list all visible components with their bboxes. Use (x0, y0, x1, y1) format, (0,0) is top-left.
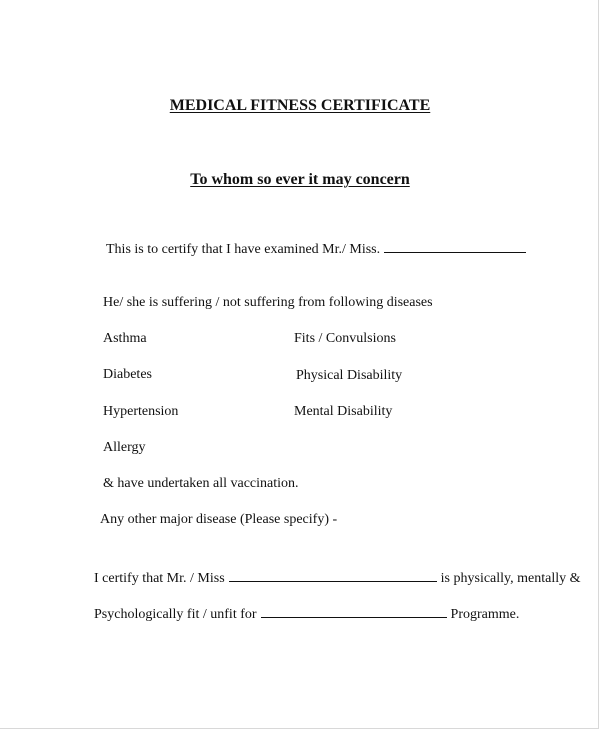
certificate-title-text: MEDICAL FITNESS CERTIFICATE (169, 97, 431, 114)
certify-line (94, 569, 581, 587)
certify-name-blank (229, 569, 437, 582)
disease-physical-disability: Physical Disability (296, 368, 403, 383)
disease-fits-convulsions: Fits / Convulsions (294, 331, 396, 346)
certify-suffix: is physically, mentally & (440, 571, 581, 586)
diseases-intro: He/ she is suffering / not suffering from following diseases (103, 295, 433, 310)
disease-diabetes: Diabetes (103, 367, 152, 382)
certificate-title (0, 96, 600, 116)
programme-blank (261, 605, 447, 618)
disease-asthma: Asthma (103, 331, 147, 346)
disease-hypertension: Hypertension (103, 404, 179, 419)
fit-prefix: Psychologically fit / unfit for (94, 607, 257, 622)
patient-name-blank (384, 240, 526, 253)
fitness-line (94, 605, 519, 623)
examined-line (106, 240, 526, 258)
other-disease-line: Any other major disease (Please specify) - (100, 512, 338, 527)
disease-mental-disability: Mental Disability (294, 404, 393, 419)
disease-allergy: Allergy (103, 440, 146, 455)
examined-text: This is to certify that I have examined Mr./ Miss. (106, 242, 381, 257)
salutation-text: To whom so ever it may concern (190, 171, 410, 188)
salutation (0, 170, 600, 190)
certify-prefix: I certify that Mr. / Miss (94, 571, 225, 586)
vaccination-line: & have undertaken all vaccination. (103, 476, 299, 491)
fit-suffix: Programme. (450, 607, 520, 622)
